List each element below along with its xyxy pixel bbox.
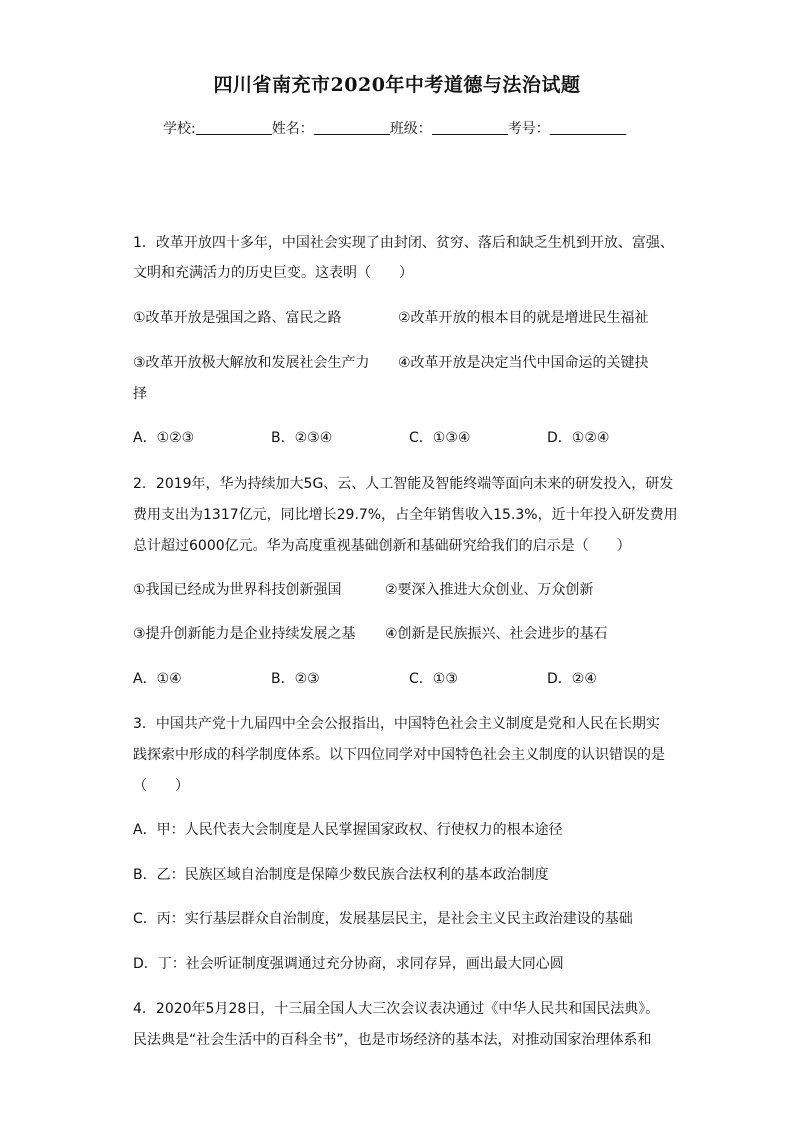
q3-option-d[interactable]: D．丁：社会听证制度强调通过充分协商，求同存异，画出最大同心圆	[133, 956, 564, 972]
q2-statement-1: ①我国已经成为世界科技创新强国	[133, 582, 342, 598]
q4-stem-line-2: 民法典是“社会生活中的百科全书”，也是市场经济的基本法，对推动国家治理体系和	[133, 1032, 652, 1048]
page-title: 四川省南充市2020年中考道德与法治试题	[213, 74, 581, 96]
class-label: 班级：	[389, 121, 432, 137]
name-label: 姓名：	[271, 121, 314, 137]
q1-option-d[interactable]: D．①②④	[547, 430, 610, 446]
q2-stem-line-2: 费用支出为1317亿元，同比增长29.7%，占全年销售收入15.3%，近十年投入研发费用	[133, 507, 678, 523]
q1-statement-4: ④改革开放是决定当代中国命运的关键抉	[398, 355, 649, 371]
school-blank[interactable]	[196, 120, 272, 135]
q1-statement-4-wrap: 择	[133, 386, 147, 402]
q2-statement-3: ③提升创新能力是企业持续发展之基	[133, 626, 356, 642]
q3-stem-line-1: 3．中国共产党十九届四中全会公报指出，中国特色社会主义制度是党和人民在长期实	[133, 716, 660, 732]
exam-no-blank[interactable]	[550, 120, 626, 135]
q2-option-a[interactable]: A．①④	[133, 671, 182, 687]
q2-stem-line-1: 2．2019年，华为持续加大5G、云、人工智能及智能终端等面向未来的研发投入，研发	[133, 476, 674, 492]
name-blank[interactable]	[314, 120, 390, 135]
exam-no-label: 考号：	[507, 121, 550, 137]
q3-stem-line-2: 践探索中形成的科学制度体系。以下四位同学对中国特色社会主义制度的认识错误的是	[133, 747, 665, 763]
class-blank[interactable]	[432, 120, 508, 135]
q1-option-c[interactable]: C．①③④	[409, 430, 471, 446]
q1-statement-3: ③改革开放极大解放和发展社会生产力	[133, 355, 370, 371]
q2-statement-2: ②要深入推进大众创业、万众创新	[385, 582, 594, 598]
q2-option-c[interactable]: C．①③	[409, 671, 458, 687]
q1-statement-2: ②改革开放的根本目的就是增进民生福祉	[398, 310, 649, 326]
school-label: 学校:	[163, 121, 196, 137]
q1-option-a[interactable]: A．①②③	[133, 430, 195, 446]
q3-option-a[interactable]: A．甲：人民代表大会制度是人民掌握国家政权、行使权力的根本途径	[133, 822, 563, 838]
q2-option-b[interactable]: B．②③	[271, 671, 320, 687]
q1-option-b[interactable]: B．②③④	[271, 430, 333, 446]
q1-statement-1: ①改革开放是强国之路、富民之路	[133, 310, 342, 326]
q3-option-c[interactable]: C．丙：实行基层群众自治制度，发展基层民主，是社会主义民主政治建设的基础	[133, 911, 633, 927]
q2-option-d[interactable]: D．②④	[547, 671, 597, 687]
q2-statement-4: ④创新是民族振兴、社会进步的基石	[385, 626, 608, 642]
q2-stem-line-3: 总计超过6000亿元。华为高度重视基础创新和基础研究给我们的启示是（ ）	[133, 538, 631, 554]
student-info-line	[163, 118, 626, 138]
q3-stem-line-3: （ ）	[133, 778, 189, 794]
q1-stem-line-2: 文明和充满活力的历史巨变。这表明（ ）	[133, 265, 413, 281]
q3-option-b[interactable]: B．乙：民族区域自治制度是保障少数民族合法权利的基本政治制度	[133, 867, 549, 883]
q1-stem-line-1: 1．改革开放四十多年，中国社会实现了由封闭、贫穷、落后和缺乏生机到开放、富强、	[133, 235, 674, 251]
q4-stem-line-1: 4．2020年5月28日，十三届全国人大三次会议表决通过《中华人民共和国民法典》。	[133, 1001, 660, 1017]
